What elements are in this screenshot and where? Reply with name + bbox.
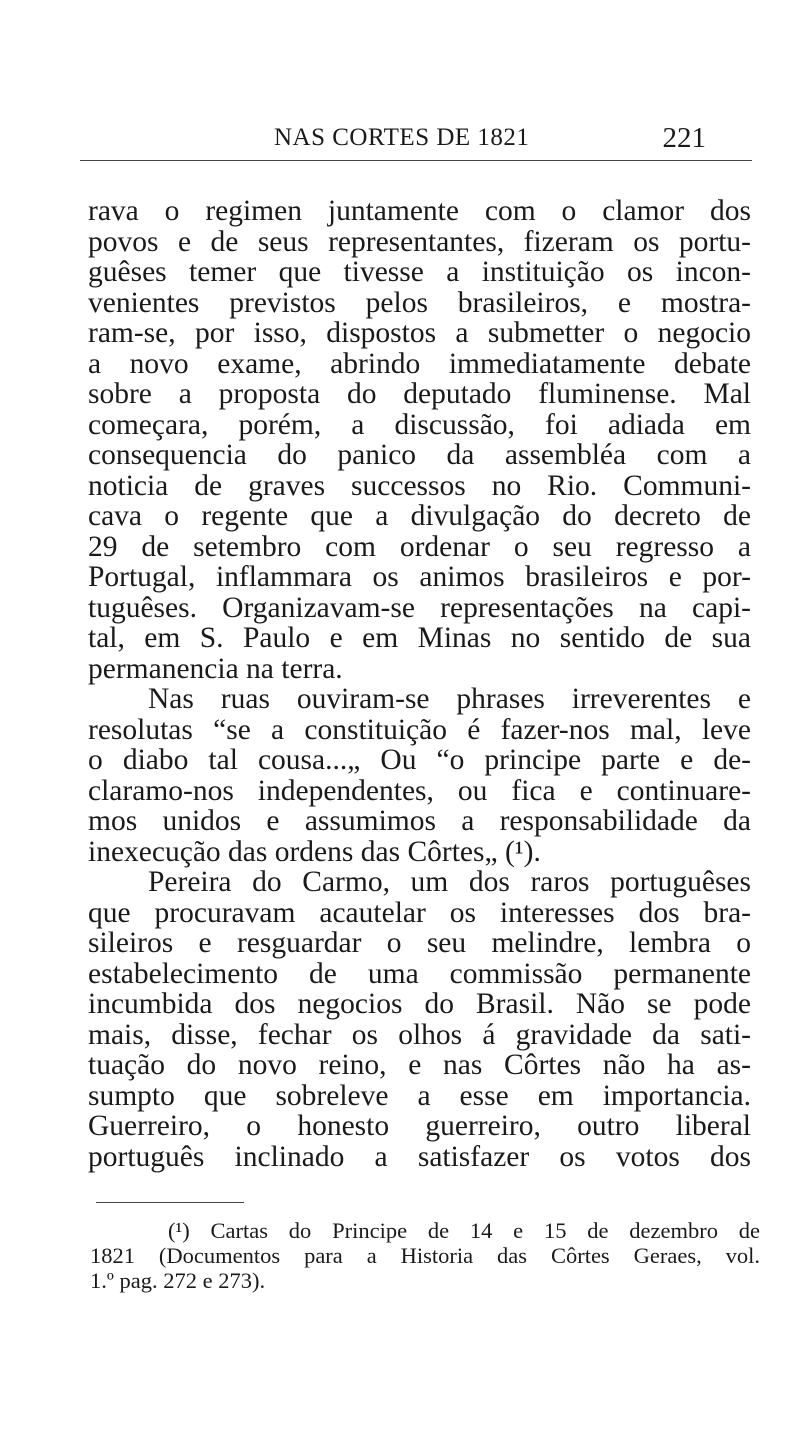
page-number: 221 xyxy=(662,122,706,154)
text-line: inexecução das ordens das Côrtes„ (¹). xyxy=(88,835,541,868)
text-line: guêses temer que tivesse a instituição os incon- xyxy=(88,256,751,288)
text-line: noticia de graves successos no Rio. Communi- xyxy=(88,469,751,502)
text-line: rava o regimen juntamente com o clamor dos xyxy=(88,195,751,227)
text-line: mos unidos e assumimos a responsabilidade da xyxy=(88,805,751,837)
text-line: cava o regente que a divulgação do decreto de xyxy=(88,500,751,532)
text-line: começara, porém, a discussão, foi adiada em xyxy=(88,408,751,441)
footnote-line: 1821 (Documentos para a Historia das Côrtes Geraes, vol. xyxy=(90,1243,760,1268)
page-header xyxy=(88,124,750,160)
text-line: Guerreiro, o honesto guerreiro, outro liberal xyxy=(88,1110,751,1142)
text-line: incumbida dos negocios do Brasil. Não se pode xyxy=(88,988,751,1020)
text-line: português inclinado a satisfazer os votos dos xyxy=(88,1140,751,1173)
text-line: sileiros e resguardar o seu melindre, lembra o xyxy=(88,927,751,959)
text-line: consequencia do panico da assembléa com a xyxy=(88,439,751,471)
text-line: tuguêses. Organizavam-se representações na capi- xyxy=(88,591,751,624)
text-line: sumpto que sobreleve a esse em importancia. xyxy=(88,1079,751,1112)
text-line: resolutas “se a constituição é fazer-nos mal, leve xyxy=(88,713,751,746)
text-line: sobre a proposta do deputado fluminense. Mal xyxy=(88,378,751,410)
text-line: 29 de setembro com ordenar o seu regresso a xyxy=(88,530,751,563)
text-line: estabelecimento de uma commissão permanente xyxy=(88,957,751,990)
text-line: tuação do novo reino, e nas Côrtes não ha as- xyxy=(88,1049,751,1081)
text-line: ram-se, por isso, dispostos a submetter o negocio xyxy=(88,317,751,349)
header-rule xyxy=(80,160,752,161)
text-line: Nas ruas ouviram-se phrases irreverentes e xyxy=(148,683,751,715)
text-line: povos e de seus representantes, fizeram os portu- xyxy=(88,225,751,258)
running-title: NAS CORTES DE 1821 xyxy=(274,124,530,151)
body-text xyxy=(88,196,751,1172)
footnote-line: (¹) Cartas do Principe de 14 e 15 de dezembro de xyxy=(168,1218,760,1243)
text-line: permanencia na terra. xyxy=(88,652,343,685)
footnotes xyxy=(90,1218,760,1293)
text-line: claramo-nos independentes, ou fica e continuare- xyxy=(88,774,751,807)
text-line: a novo exame, abrindo immediatamente debate xyxy=(88,347,751,380)
text-line: mais, disse, fechar os olhos á gravidade da sati- xyxy=(88,1018,751,1051)
text-line: que procuravam acautelar os interesses dos bra- xyxy=(88,896,751,929)
footnote-line: 1.º pag. 272 e 273). xyxy=(90,1268,266,1293)
text-line: tal, em S. Paulo e em Minas no sentido de sua xyxy=(88,622,751,654)
text-line: Pereira do Carmo, um dos raros portuguêses xyxy=(148,866,751,898)
footnote-rule xyxy=(96,1202,244,1203)
text-line: o diabo tal cousa...„ Ou “o principe parte e de- xyxy=(88,744,751,776)
text-line: Portugal, inflammara os animos brasileiros e por- xyxy=(88,561,751,593)
text-line: venientes previstos pelos brasileiros, e mostra- xyxy=(88,286,751,319)
